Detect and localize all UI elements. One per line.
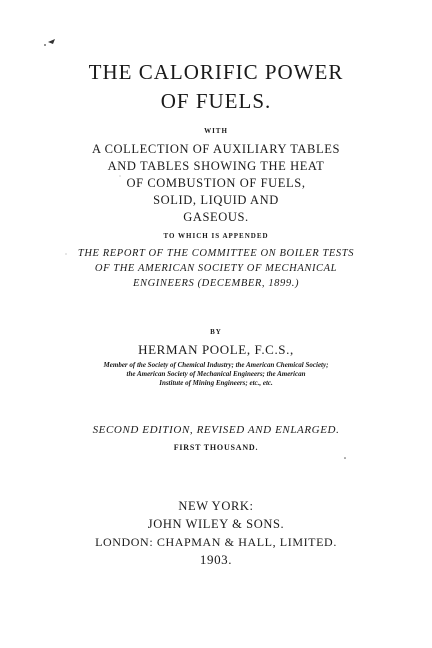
subtitle-line-3: OF COMBUSTION OF FUELS, xyxy=(126,176,306,190)
subtitle-line-2: AND TABLES SHOWING THE HEAT xyxy=(107,159,325,173)
subtitle-line-4: SOLID, LIQUID AND xyxy=(153,193,279,207)
publisher-name: JOHN WILEY & SONS. xyxy=(147,517,285,531)
ink-dot xyxy=(44,44,46,46)
membership-line-2: the American Society of Mechanical Engineers; the American xyxy=(126,370,306,378)
publisher-city: NEW YORK: xyxy=(178,499,254,513)
publication-year: 1903. xyxy=(199,552,233,567)
report-line-2: OF THE AMERICAN SOCIETY OF MECHANICAL xyxy=(94,263,338,274)
author-name: HERMAN POOLE, F.C.S., xyxy=(138,342,294,357)
by-label: BY xyxy=(210,328,222,336)
membership-line-1: Member of the Society of Chemical Industry; the American Chemical Society; xyxy=(103,361,329,369)
edition-statement: SECOND EDITION, REVISED AND ENLARGED. xyxy=(92,424,340,436)
printing-statement: FIRST THOUSAND. xyxy=(173,443,259,452)
ink-dot xyxy=(344,457,346,459)
appended-label: TO WHICH IS APPENDED xyxy=(163,232,269,240)
report-line-3: ENGINEERS (DECEMBER, 1899.) xyxy=(132,278,300,289)
report-line-1: THE REPORT OF THE COMMITTEE ON BOILER TESTS xyxy=(77,248,355,259)
title-line-2: OF FUELS. xyxy=(160,89,272,113)
membership-line-3: Institute of Mining Engineers; etc., etc. xyxy=(159,379,273,387)
with-label: WITH xyxy=(204,127,228,135)
publisher-london: LONDON: CHAPMAN & HALL, LIMITED. xyxy=(95,535,337,549)
subtitle-line-1: A COLLECTION OF AUXILIARY TABLES xyxy=(91,142,341,156)
ink-mark xyxy=(48,39,55,44)
subtitle-line-5: GASEOUS. xyxy=(183,210,249,224)
title-line-1: THE CALORIFIC POWER xyxy=(88,60,344,84)
